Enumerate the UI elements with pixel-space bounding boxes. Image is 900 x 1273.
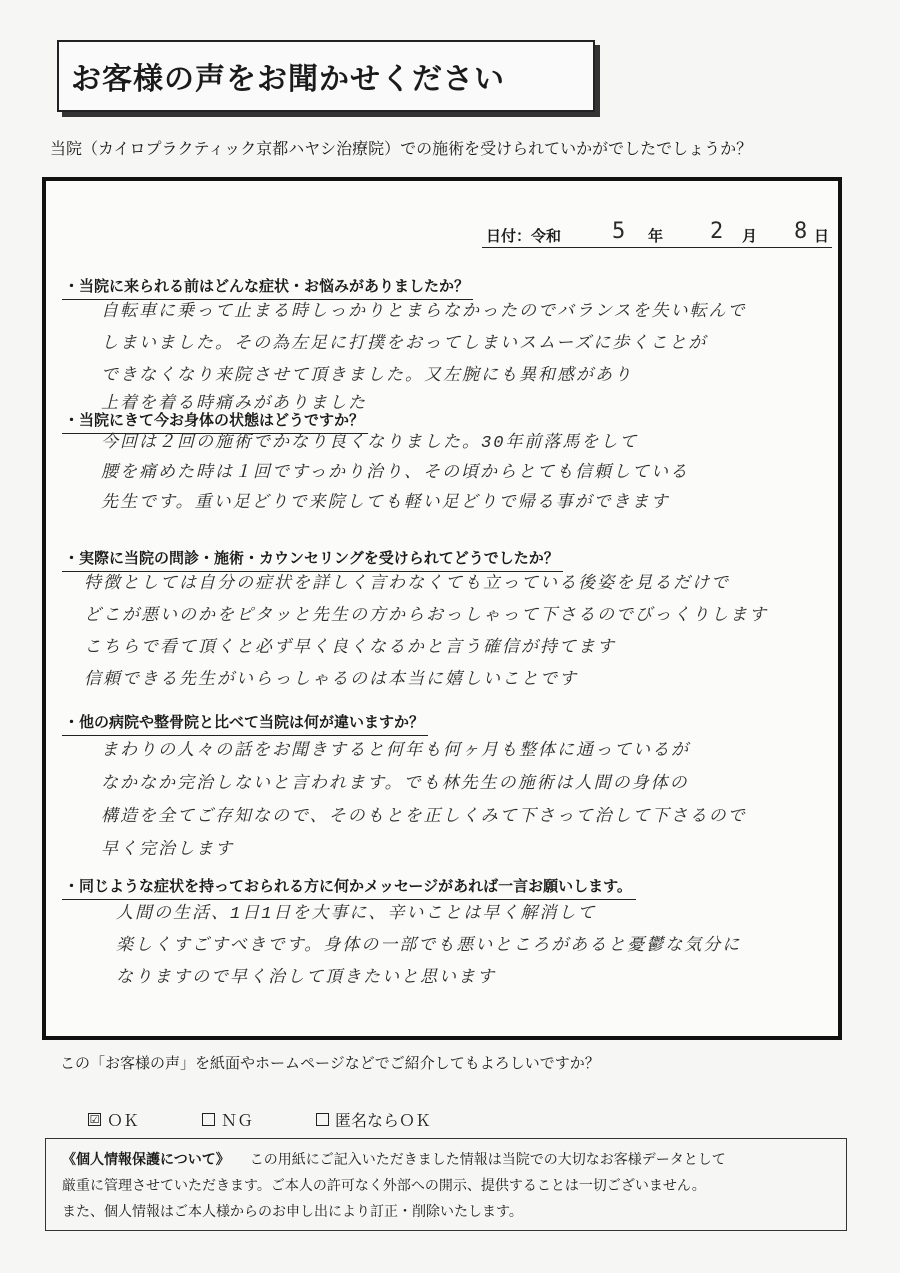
date-row — [482, 219, 832, 248]
answer-1 — [101, 297, 831, 417]
answer-line: できなくなり来院させて頂きました。又左腕にも異和感があり — [101, 367, 633, 386]
date-year: 5 — [612, 219, 626, 244]
answer-line: 腰を痛めた時は１回ですっかり治り、その頃からとても信頼している — [101, 464, 689, 483]
answer-line: 楽しくすごすべきです。身体の一部でも悪いところがあると憂鬱な気分に — [116, 937, 742, 956]
privacy-heading: 《個人情報保護について》 — [62, 1152, 230, 1168]
question-1: ・当院に来られる前はどんな症状・お悩みがありましたか？ — [62, 275, 473, 300]
answer-line: 特徴としては自分の症状を詳しく言わなくても立っている後姿を見るだけで — [84, 575, 730, 594]
answer-line: どこが悪いのかをピタッと先生の方からおっしゃって下さるのでびっくりします — [84, 607, 768, 626]
option-anonymous-ok[interactable] — [316, 1108, 476, 1131]
privacy-text-1: この用紙にご記入いただきました情報は当院での大切なお客様データとして — [249, 1152, 726, 1168]
checkbox-anonymous-ok[interactable] — [316, 1113, 329, 1126]
option-ok-label: ＯＫ — [107, 1111, 140, 1130]
answer-line: 人間の生活、1日1日を大事に、辛いことは早く解消して — [116, 905, 597, 924]
date-day-unit: 日 — [814, 227, 830, 245]
answer-line: しまいました。その為左足に打撲をおってしまいスムーズに歩くことが — [101, 335, 708, 354]
date-year-unit: 年 — [648, 227, 664, 245]
date-label: 日付：令和 — [486, 227, 562, 245]
question-4: ・他の病院や整骨院と比べて当院は何が違いますか？ — [62, 711, 428, 736]
privacy-line-1 — [62, 1147, 830, 1173]
option-anonymous-ok-label: 匿名ならＯＫ — [335, 1111, 432, 1130]
survey-form-box — [42, 177, 842, 1040]
answer-2 — [101, 429, 831, 519]
date-month: 2 — [710, 219, 724, 244]
answer-3 — [84, 569, 834, 697]
checkbox-ng[interactable] — [202, 1113, 215, 1126]
consent-options — [88, 1108, 476, 1131]
answer-line: 先生です。重い足どりで来院しても軽い足どりで帰る事ができます — [101, 494, 670, 513]
answer-line: なりますので早く治して頂きたいと思います — [116, 969, 496, 988]
date-month-unit: 月 — [742, 227, 758, 245]
intro-text: 当院（カイロプラクティック京都ハヤシ治療院）での施術を受けられていかがでしたでしょうか？ — [50, 139, 753, 158]
title-box — [57, 40, 595, 112]
answer-line: 今回は２回の施術でかなり良くなりました。30年前落馬をして — [101, 434, 639, 453]
answer-line: まわりの人々の話をお聞きすると何年も何ヶ月も整体に通っているが — [101, 742, 690, 761]
question-3: ・実際に当院の問診・施術・カウンセリングを受けられてどうでしたか？ — [62, 547, 563, 572]
option-ok[interactable] — [88, 1108, 202, 1131]
privacy-line-2: 厳重に管理させていただきます。ご本人の許可なく外部への開示、提供することは一切ございません。 — [62, 1178, 706, 1194]
answer-line: 早く完治します — [101, 841, 234, 860]
option-ng-label: ＮＧ — [221, 1111, 254, 1130]
privacy-line-3: また、個人情報はご本人様からのお申し出により訂正・削除いたします。 — [62, 1204, 523, 1220]
answer-line: 自転車に乗って止まる時しっかりとまらなかったのでバランスを失い転んで — [101, 303, 747, 322]
privacy-notice-box — [45, 1138, 847, 1231]
question-2: ・当院にきて今お身体の状態はどうですか？ — [62, 409, 368, 434]
answer-line: 上着を着る時痛みがありました — [101, 395, 367, 414]
answer-line: なかなか完治しないと言われます。でも林先生の施術は人間の身体の — [101, 775, 689, 794]
option-ng[interactable] — [202, 1108, 316, 1131]
checkbox-ok[interactable]: ☑ — [89, 1113, 100, 1126]
answer-4 — [101, 735, 831, 867]
page-title: お客様の声をお聞かせください — [71, 62, 505, 97]
answer-line: 信頼できる先生がいらっしゃるのは本当に嬉しいことです — [84, 671, 578, 690]
consent-question: この「お客様の声」を紙面やホームページなどでご紹介してもよろしいですか？ — [60, 1054, 600, 1072]
question-5: ・同じような症状を持っておられる方に何かメッセージがあれば一言お願いします。 — [62, 875, 636, 900]
answer-5 — [116, 899, 831, 995]
answer-line: こちらで看て頂くと必ず早く良くなるかと言う確信が持てます — [84, 639, 616, 658]
date-day: 8 — [794, 219, 808, 244]
answer-line: 構造を全てご存知なので、そのもとを正しくみて下さって治して下さるので — [101, 808, 747, 827]
